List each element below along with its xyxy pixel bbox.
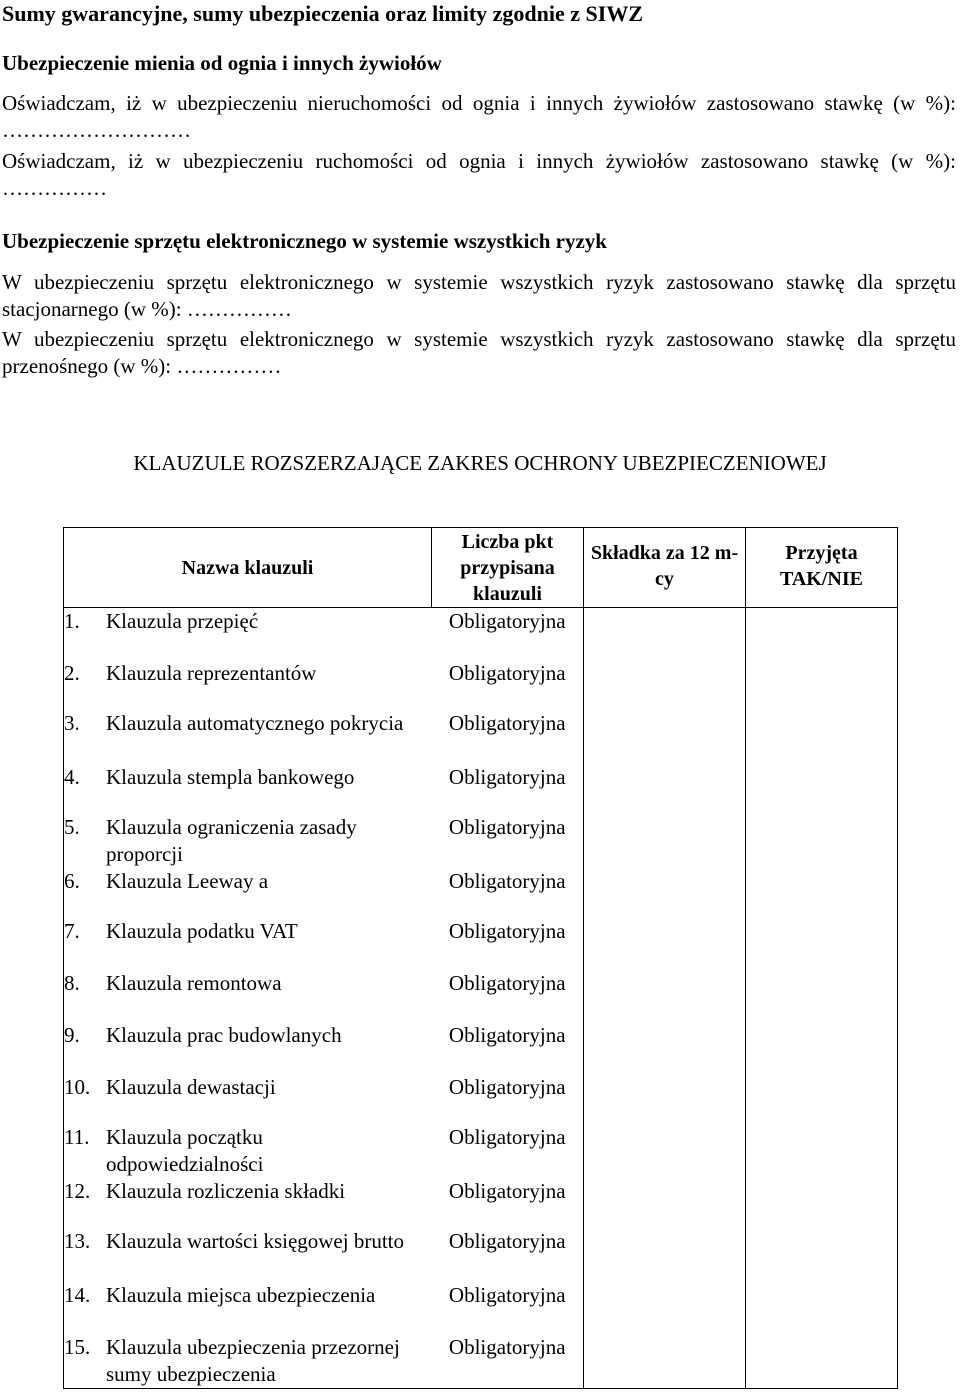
header-accepted: Przyjęta TAK/NIE [746,528,898,608]
clause-number: 13. [64,1228,91,1253]
statement-stationary-equipment: W ubezpieczeniu sprzętu elektronicznego w systemie wszystkich ryzyk zastosowano stawkę dla sprzętu stacjonarnego (w %): …………… [2,270,956,321]
clause-points: Obligatoryjna [448,970,566,995]
table-row [64,1228,898,1282]
clause-name: Klauzula prac budowlanych [106,1022,342,1047]
table-row [64,608,898,660]
statement-real-estate: Oświadczam, iż w ubezpieczeniu nieruchomości od ognia i innych żywiołów zastosowano stawkę (w %): ……………………… [2,91,956,142]
clause-fee-field[interactable] [584,764,746,814]
clause-number: 10. [64,1074,91,1099]
table-row [64,764,898,814]
clause-number: 9. [64,1022,80,1047]
clause-points: Obligatoryjna [448,710,566,735]
clause-name: Klauzula stempla bankowego [106,764,355,789]
table-row [64,1022,898,1074]
clause-name-cell [64,1178,432,1228]
clause-name-cell [64,1022,432,1074]
clause-accepted-field[interactable] [746,1334,898,1389]
table-row [64,1124,898,1178]
clause-number: 5. [64,814,80,839]
clause-name-cell [64,1282,432,1334]
clause-name: Klauzula rozliczenia składki [106,1178,346,1203]
clause-name: Klauzula ubezpieczenia przezornej sumy ubezpieczenia [106,1334,400,1386]
header-name: Nazwa klauzuli [64,528,432,608]
clause-name: Klauzula przepięć [106,609,259,633]
clause-number: 15. [64,1334,91,1359]
document-title: Sumy gwarancyjne, sumy ubezpieczenia oraz limity zgodnie z SIWZ [2,1,644,26]
clause-accepted-field[interactable] [746,1074,898,1124]
clause-accepted-field[interactable] [746,1228,898,1282]
clause-points: Obligatoryjna [448,868,566,893]
clause-name-cell [64,710,432,764]
clause-name: Klauzula dewastacji [106,1074,276,1099]
clause-accepted-field[interactable] [746,1022,898,1074]
clause-fee-field[interactable] [584,868,746,918]
clause-name: Klauzula Leeway a [106,868,269,893]
clause-accepted-field[interactable] [746,608,898,660]
section-heading-electronics: Ubezpieczenie sprzętu elektronicznego w systemie wszystkich ryzyk [2,229,607,253]
clauses-table [63,527,898,1389]
clause-name: Klauzula wartości księgowej brutto [106,1228,404,1253]
clause-accepted-field[interactable] [746,710,898,764]
clause-accepted-field[interactable] [746,660,898,710]
clause-points: Obligatoryjna [448,1074,566,1099]
clause-fee-field[interactable] [584,710,746,764]
clause-name-cell [64,1124,432,1178]
clause-fee-field[interactable] [584,1228,746,1282]
clause-points: Obligatoryjna [448,814,566,839]
clause-number: 8. [64,970,80,995]
clause-fee-field[interactable] [584,608,746,660]
clause-number: 3. [64,710,80,735]
table-row [64,660,898,710]
table-row [64,814,898,868]
clause-number: 12. [64,1178,91,1203]
clause-number: 11. [64,1124,90,1149]
clause-accepted-field[interactable] [746,1282,898,1334]
clause-points: Obligatoryjna [448,1178,566,1203]
clause-name: Klauzula miejsca ubezpieczenia [106,1282,376,1307]
clause-fee-field[interactable] [584,1074,746,1124]
table-row [64,1282,898,1334]
clause-points: Obligatoryjna [448,764,566,789]
clause-name: Klauzula reprezentantów [106,660,317,685]
clause-points: Obligatoryjna [448,660,566,685]
table-row [64,868,898,918]
clause-points: Obligatoryjna [448,1282,566,1307]
clause-accepted-field[interactable] [746,764,898,814]
clause-name-cell [64,814,432,868]
clause-number: 4. [64,764,80,789]
clause-accepted-field[interactable] [746,814,898,868]
table-row [64,710,898,764]
clause-name: Klauzula remontowa [106,970,282,995]
table-row [64,918,898,970]
table-row [64,1334,898,1389]
clause-number: 6. [64,868,80,893]
clause-accepted-field[interactable] [746,1178,898,1228]
clause-points: Obligatoryjna [448,1124,566,1149]
table-header-row [64,528,898,608]
clause-accepted-field[interactable] [746,918,898,970]
clause-fee-field[interactable] [584,970,746,1022]
clause-fee-field[interactable] [584,918,746,970]
table-row [64,1178,898,1228]
clause-number: 7. [64,918,80,943]
clause-fee-field[interactable] [584,814,746,868]
clause-points: Obligatoryjna [448,918,566,943]
clause-name-cell [64,764,432,814]
clause-number: 1. [64,609,80,633]
clause-points: Obligatoryjna [432,1334,584,1389]
clause-fee-field[interactable] [584,1334,746,1389]
clause-fee-field[interactable] [584,1124,746,1178]
clause-fee-field[interactable] [584,1282,746,1334]
clauses-title: KLAUZULE ROZSZERZAJĄCE ZAKRES OCHRONY UBEZPIECZENIOWEJ [133,451,827,475]
statement-movables: Oświadczam, iż w ubezpieczeniu ruchomości od ognia i innych żywiołów zastosowano stawkę (w %): …………… [2,149,956,200]
clause-accepted-field[interactable] [746,970,898,1022]
clause-fee-field[interactable] [584,1022,746,1074]
clause-name: Klauzula początku odpowiedzialności [106,1124,264,1176]
clause-name: Klauzula ograniczenia zasady proporcji [106,814,357,866]
section-heading-fire: Ubezpieczenie mienia od ognia i innych żywiołów [2,51,442,75]
clause-name: Klauzula podatku VAT [106,918,298,943]
clause-name-cell [64,1228,432,1282]
clause-number: 14. [64,1282,91,1307]
clause-accepted-field[interactable] [746,868,898,918]
clause-name-cell [64,1074,432,1124]
clause-points: Obligatoryjna [432,608,584,660]
clause-fee-field[interactable] [584,660,746,710]
clause-fee-field[interactable] [584,1178,746,1228]
table-row [64,970,898,1022]
clause-points: Obligatoryjna [448,1228,566,1253]
clause-name-cell [64,660,432,710]
clause-points: Obligatoryjna [448,1022,566,1047]
clause-name: Klauzula automatycznego pokrycia [106,710,404,735]
table-row [64,1074,898,1124]
clause-number: 2. [64,660,80,685]
header-fee: Składka za 12 m-cy [584,528,746,608]
clause-name-cell [64,868,432,918]
clause-name-cell [64,1334,432,1389]
statement-portable-equipment: W ubezpieczeniu sprzętu elektronicznego w systemie wszystkich ryzyk zastosowano stawkę dla sprzętu przenośnego (w %): …………… [2,327,956,378]
clause-accepted-field[interactable] [746,1124,898,1178]
clause-name-cell [64,918,432,970]
header-points: Liczba pkt przypisana klauzuli [432,528,584,608]
clause-name-cell [64,608,432,660]
clause-name-cell [64,970,432,1022]
